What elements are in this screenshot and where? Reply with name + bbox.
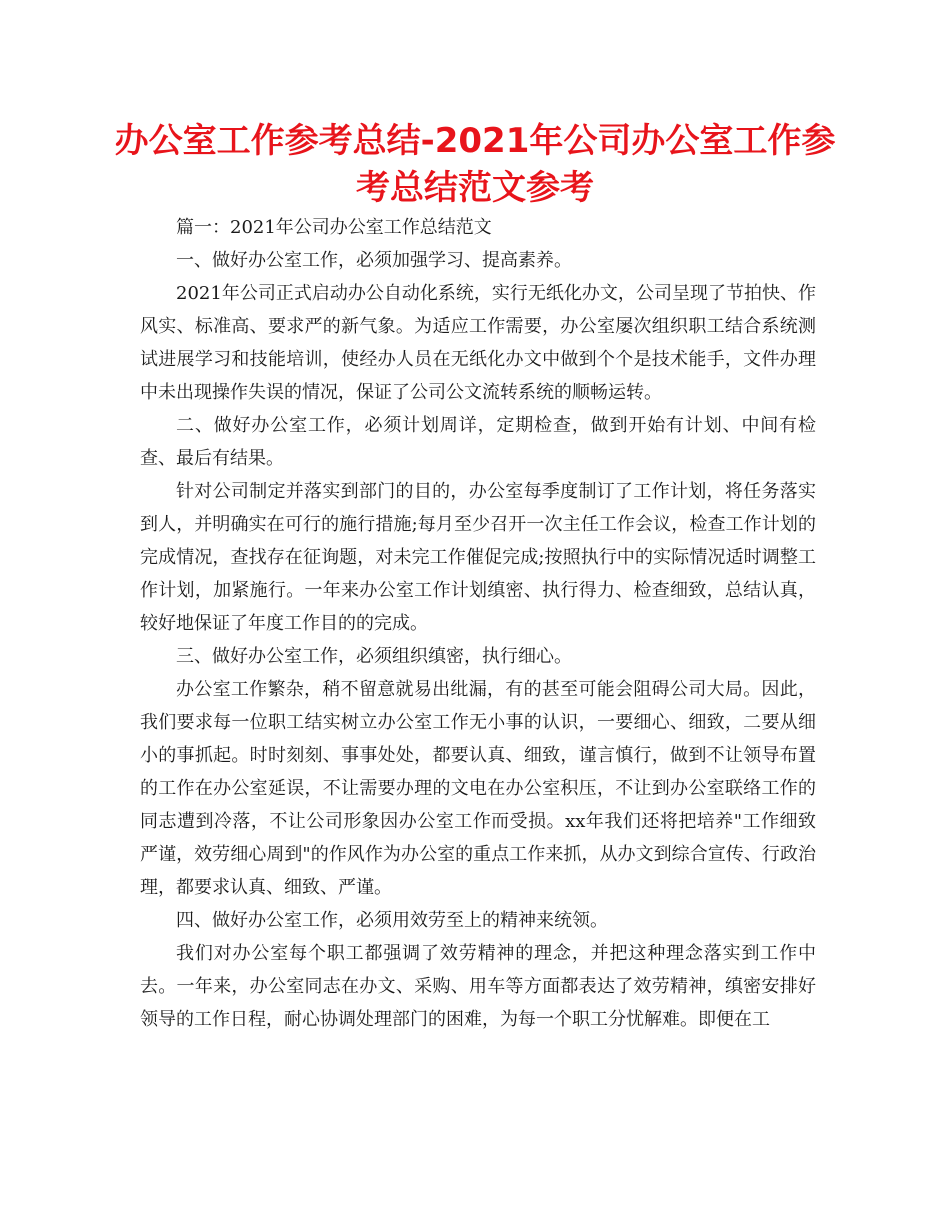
document-body xyxy=(140,211,816,1036)
paragraph-section-2-heading: 二、做好办公室工作，必须计划周详，定期检查，做到开始有计划、中间有检查、最后有结果。 xyxy=(140,415,816,469)
paragraph-section-4-body: 我们对办公室每个职工都强调了效劳精神的理念，并把这种理念落实到工作中去。一年来，办公室同志在办文、采购、用车等方面都表达了效劳精神，缜密安排好领导的工作日程，耐心协调处理部门的困难，为每一个职工分忧解难。即便在工 xyxy=(140,943,816,1030)
paragraph-section-3-body: 办公室工作繁杂，稍不留意就易出纰漏，有的甚至可能会阻碍公司大局。因此，我们要求每一位职工结实树立办公室工作无小事的认识，一要细心、细致，二要从细小的事抓起。时时刻刻、事事处处，都要认真、细致，谨言慎行，做到不让领导布置的工作在办公室延误，不让需要办理的文电在办公室积压，不让到办公室联络工作的同志遭到冷落，不让公司形象因办公室工作而受损。xx年我们还将把培养"工作细致严谨，效劳细心周到"的作风作为办公室的重点工作来抓，从办文到综合宣传、行政治理，都要求认真、细致、严谨。 xyxy=(140,679,816,898)
paragraph-section-1-body: 2021年公司正式启动办公自动化系统，实行无纸化办文，公司呈现了节拍快、作风实、标准高、要求严的新气象。为适应工作需要，办公室屡次组织职工结合系统测试进展学习和技能培训，使经办人员在无纸化办文中做到个个是技术能手，文件办理中未出现操作失误的情况，保证了公司公文流转系统的顺畅运转。 xyxy=(140,283,816,403)
paragraph-section-4-heading: 四、做好办公室工作，必须用效劳至上的精神来统领。 xyxy=(176,910,608,931)
paragraph-section-1-heading: 一、做好办公室工作，必须加强学习、提高素养。 xyxy=(176,250,572,271)
paragraph-section-2-body: 针对公司制定并落实到部门的目的，办公室每季度制订了工作计划，将任务落实到人，并明确实在可行的施行措施;每月至少召开一次主任工作会议，检查工作计划的完成情况，查找存在征询题，对未完工作催促完成;按照执行中的实际情况适时调整工作计划，加紧施行。一年来办公室工作计划缜密、执行得力、检查细致，总结认真，较好地保证了年度工作目的的完成。 xyxy=(140,481,816,634)
paragraph-section-3-heading: 三、做好办公室工作，必须组织缜密，执行细心。 xyxy=(176,646,572,667)
paragraph-chapter-heading: 篇一：2021年公司办公室工作总结范文 xyxy=(176,217,492,238)
document-title: 办公室工作参考总结-2021年公司办公室工作参考总结范文参考 xyxy=(114,121,836,208)
